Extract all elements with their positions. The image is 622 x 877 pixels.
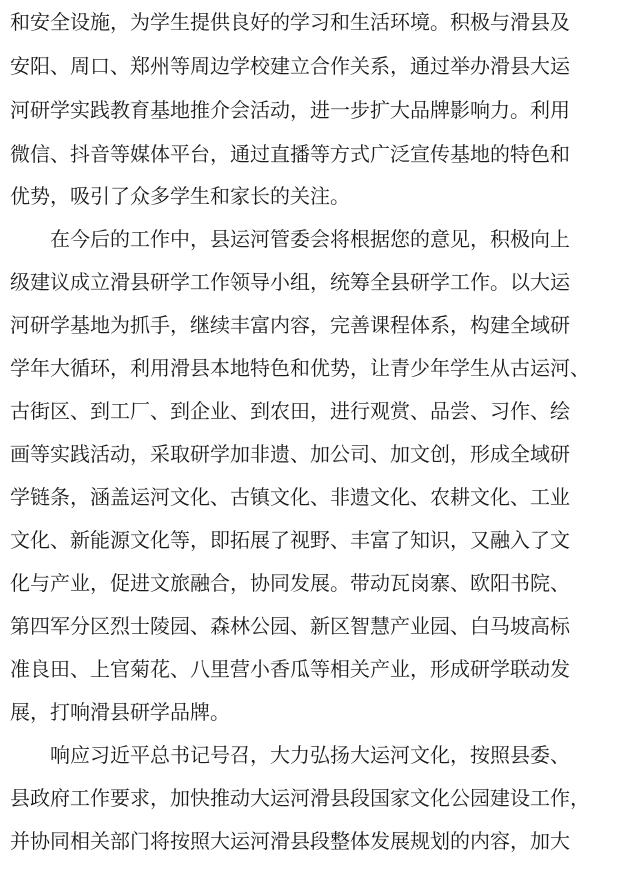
text-line: 县政府工作要求，加快推动大运河滑县段国家文化公园建设工作， [10, 786, 590, 810]
text-line: 微信、抖音等媒体平台，通过直播等方式广泛宣传基地的特色和 [10, 142, 570, 166]
text-line: 准良田、上官菊花、八里营小香瓜等相关产业，形成研学联动发 [10, 657, 570, 681]
text-line: 文化、新能源文化等，即拓展了视野、丰富了知识，又融入了文 [10, 528, 570, 552]
text-line: 第四军分区烈士陵园、森林公园、新区智慧产业园、白马坡高标 [10, 614, 570, 638]
text-line: 学链条，涵盖运河文化、古镇文化、非遗文化、农耕文化、工业 [10, 485, 570, 509]
text-line: 古街区、到工厂、到企业、到农田，进行观赏、品尝、习作、绘 [10, 399, 570, 423]
text-line: 化与产业，促进文旅融合，协同发展。带动瓦岗寨、欧阳书院、 [10, 571, 570, 595]
text-line: 河研学基地为抓手，继续丰富内容，完善课程体系，构建全域研 [10, 313, 570, 337]
paragraph-start-line: 在今后的工作中，县运河管委会将根据您的意见，积极向上 [50, 227, 570, 251]
text-line: 学年大循环，利用滑县本地特色和优势，让青少年学生从古运河、 [10, 356, 590, 380]
text-line: 安阳、周口、郑州等周边学校建立合作关系，通过举办滑县大运 [10, 54, 570, 78]
paragraph-start-line: 响应习近平总书记号召，大力弘扬大运河文化，按照县委、 [50, 743, 570, 767]
text-line: 优势，吸引了众多学生和家长的关注。 [10, 184, 350, 208]
text-line: 展，打响滑县研学品牌。 [10, 700, 230, 724]
text-line: 画等实践活动，采取研学加非遗、加公司、加文创，形成全域研 [10, 442, 570, 466]
text-line: 和安全设施，为学生提供良好的学习和生活环境。积极与滑县及 [10, 10, 570, 34]
text-line: 级建议成立滑县研学工作领导小组，统筹全县研学工作。以大运 [10, 270, 570, 294]
text-line: 并协同相关部门将按照大运河滑县段整体发展规划的内容，加大 [10, 829, 570, 853]
text-line: 河研学实践教育基地推介会活动，进一步扩大品牌影响力。利用 [10, 98, 570, 122]
